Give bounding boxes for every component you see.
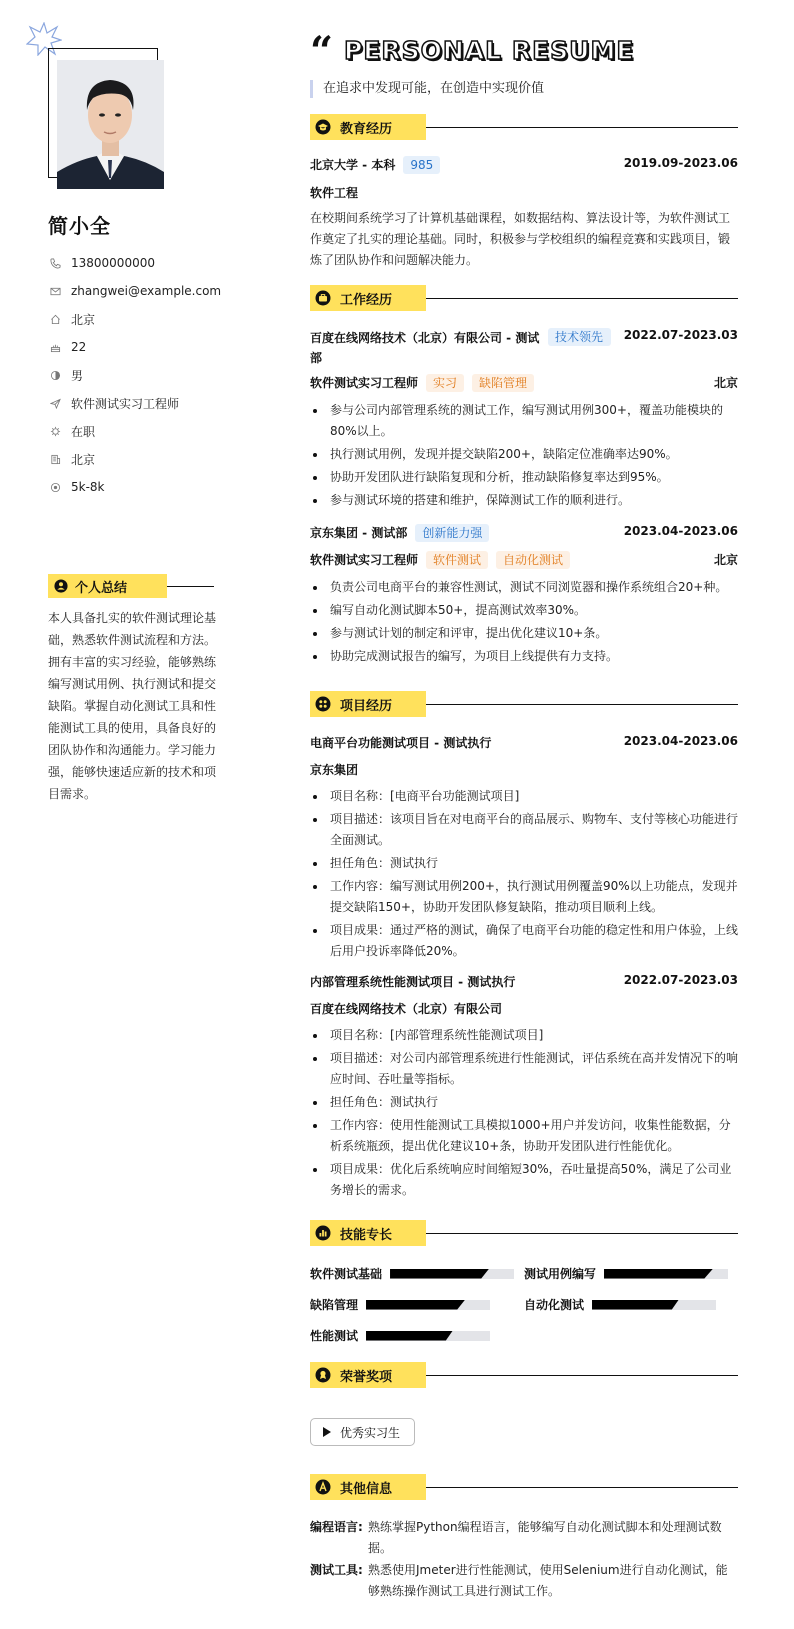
job-role-row	[310, 551, 738, 569]
list-item: 负责公司电商平台的兼容性测试，测试不同浏览器和操作系统组合20+种。	[310, 577, 738, 598]
education-major: 软件工程	[310, 186, 359, 200]
list-item: 工作内容：使用性能测试工具模拟1000+用户并发访问，收集性能数据，分析系统瓶颈，提出优化建议10+条，协助开发团队进行性能优化。	[310, 1115, 738, 1157]
project-name: 电商平台功能测试项目 - 测试执行	[310, 736, 492, 750]
job-tag: 软件测试	[426, 551, 488, 569]
job-city: 北京	[713, 553, 738, 567]
skill-bar-fill	[604, 1269, 713, 1279]
contact-gender: 男	[50, 361, 260, 389]
skill-bar	[592, 1300, 716, 1310]
project-org: 百度在线网络技术（北京）有限公司	[310, 1002, 503, 1016]
other-info-key: 编程语言:	[310, 1520, 363, 1534]
page-title: PERSONAL RESUME	[344, 36, 635, 65]
contact-salary: 5k-8k	[50, 473, 260, 501]
school-name: 北京大学 - 本科	[310, 158, 396, 172]
list-item: 工作内容：编写测试用例200+，执行测试用例覆盖90%以上功能点，发现并提交缺陷150+，协助开发团队修复缺陷，推动项目顺利上线。	[310, 876, 738, 918]
education-section-header: 教育经历	[310, 114, 738, 140]
other-info-value: 熟练掌握Python编程语言，能够编写自动化测试脚本和处理测试数据。	[368, 1520, 722, 1555]
list-item: 项目描述：对公司内部管理系统进行性能测试，评估系统在高并发情况下的响应时间、吞吐量等指标。	[310, 1048, 738, 1090]
project-name: 内部管理系统性能测试项目 - 测试执行	[310, 975, 516, 989]
skill-bar	[366, 1300, 490, 1310]
other-info-row	[310, 1560, 738, 1602]
gender-icon	[50, 370, 61, 381]
list-item: 项目描述：该项目旨在对电商平台的商品展示、购物车、支付等核心功能进行全面测试。	[310, 809, 738, 851]
list-item: 参与公司内部管理系统的测试工作，编写测试用例300+，覆盖功能模块的80%以上。	[310, 400, 738, 442]
bar-chart-icon	[315, 1225, 331, 1241]
list-item: 项目名称：[内部管理系统性能测试项目]	[310, 1025, 738, 1046]
contact-position: 软件测试实习工程师	[50, 389, 260, 417]
list-item: 协助开发团队进行缺陷复现和分析，推动缺陷修复率达到95%。	[310, 467, 738, 488]
cake-icon	[50, 342, 61, 353]
other-info-key: 测试工具:	[310, 1563, 363, 1577]
list-item: 担任角色：测试执行	[310, 853, 738, 874]
contact-home: 北京	[50, 305, 260, 333]
contact-status: 在职	[50, 417, 260, 445]
graduation-cap-icon	[315, 119, 331, 135]
project-header-row	[310, 973, 738, 990]
job-duties	[310, 400, 738, 513]
avatar-photo	[57, 60, 164, 189]
other-info-value: 熟悉使用Jmeter进行性能测试，使用Selenium进行自动化测试，能够熟练操作测试工具进行测试工作。	[368, 1563, 728, 1598]
list-item: 协助完成测试报告的编写，为项目上线提供有力支持。	[310, 646, 738, 667]
skill-bar-fill	[366, 1331, 453, 1341]
slogan: 在追求中发现可能，在创造中实现价值	[310, 80, 544, 98]
list-item: 执行测试用例，发现并提交缺陷200+，缺陷定位准确率达90%。	[310, 444, 738, 465]
contact-phone: 13800000000	[50, 249, 260, 277]
skill-name: 自动化测试	[524, 1298, 585, 1312]
status-icon	[50, 426, 61, 437]
job-company: 京东集团 - 测试部	[310, 526, 408, 540]
project-details	[310, 1025, 738, 1203]
phone-icon	[50, 258, 61, 269]
skill-bar-fill	[366, 1300, 465, 1310]
user-icon	[54, 579, 68, 593]
project-header-row	[310, 734, 738, 751]
list-item: 项目成果：通过严格的测试，确保了电商平台功能的稳定性和用户体验，上线后用户投诉率降低20%。	[310, 920, 738, 962]
education-desc: 在校期间系统学习了计算机基础课程，如数据结构、算法设计等，为软件测试工作奠定了扎实的理论基础。同时，积极参与学校组织的编程竞赛和实践项目，锻炼了团队协作和问题解决能力。	[310, 211, 731, 267]
work-section-header: 工作经历	[310, 285, 738, 311]
summary-section-header: 个人总结	[48, 574, 214, 598]
home-icon	[50, 314, 61, 325]
skill-item	[524, 1265, 728, 1282]
salary-icon	[50, 482, 61, 493]
job-role: 软件测试实习工程师	[310, 553, 419, 567]
play-icon	[323, 1427, 331, 1437]
building-icon	[50, 454, 61, 465]
project-date: 2023.04-2023.06	[623, 734, 738, 748]
education-date: 2019.09-2023.06	[623, 156, 738, 170]
skill-item	[310, 1296, 490, 1313]
other-info-row	[310, 1517, 738, 1559]
job-badge: 技术领先	[548, 328, 611, 346]
job-role: 软件测试实习工程师	[310, 376, 419, 390]
job-city: 北京	[713, 376, 738, 390]
awards-section-header: 荣誉奖项	[310, 1362, 738, 1388]
award-item: 优秀实习生	[310, 1418, 415, 1446]
skill-bar	[604, 1269, 728, 1279]
project-details	[310, 786, 738, 964]
skill-item	[310, 1327, 490, 1344]
project-org: 京东集团	[310, 763, 359, 777]
project-date: 2022.07-2023.03	[623, 973, 738, 987]
job-duties	[310, 577, 738, 669]
contact-city: 北京	[50, 445, 260, 473]
skill-name: 软件测试基础	[310, 1267, 383, 1281]
briefcase-icon	[315, 290, 331, 306]
contact-age: 22	[50, 333, 260, 361]
skill-item	[524, 1296, 716, 1313]
list-item: 项目成果：优化后系统响应时间缩短30%，吞吐量提高50%，满足了公司业务增长的需求。	[310, 1159, 738, 1201]
quote-mark: “	[310, 28, 334, 75]
school-badge: 985	[403, 156, 440, 174]
skill-name: 缺陷管理	[310, 1298, 359, 1312]
skill-bar-fill	[390, 1269, 489, 1279]
contact-list	[50, 249, 260, 501]
job-company: 百度在线网络技术（北京）有限公司 - 测试部	[310, 331, 540, 365]
list-item: 编写自动化测试脚本50+，提高测试效率30%。	[310, 600, 738, 621]
skill-bar	[366, 1331, 490, 1341]
other-section-header: 其他信息	[310, 1474, 738, 1500]
job-date: 2023.04-2023.06	[623, 524, 738, 538]
skill-item	[310, 1265, 514, 1282]
list-item: 参与测试计划的制定和评审，提出优化建议10+条。	[310, 623, 738, 644]
award-icon	[315, 1367, 331, 1383]
translate-icon	[315, 1479, 331, 1495]
job-tag: 自动化测试	[496, 551, 570, 569]
list-item: 参与测试环境的搭建和维护，保障测试工作的顺利进行。	[310, 490, 738, 511]
skill-name: 测试用例编写	[524, 1267, 597, 1281]
job-tag: 缺陷管理	[472, 374, 534, 392]
skill-bar-fill	[592, 1300, 679, 1310]
job-date: 2022.07-2023.03	[623, 328, 738, 342]
mail-icon	[50, 286, 61, 297]
list-item: 担任角色：测试执行	[310, 1092, 738, 1113]
job-header-row	[310, 524, 738, 542]
job-role-row	[310, 374, 738, 392]
list-item: 项目名称：[电商平台功能测试项目]	[310, 786, 738, 807]
person-name: 简小全	[48, 214, 111, 238]
summary-text: 本人具备扎实的软件测试理论基础，熟悉软件测试流程和方法。拥有丰富的实习经验，能够熟练编写测试用例、执行测试和提交缺陷。掌握自动化测试工具和性能测试工具的使用，具备良好的团队协作和沟通能力。学习能力强，能够快速适应新的技术和项目需求。	[48, 611, 217, 801]
education-header-row	[310, 156, 738, 174]
skill-bar	[390, 1269, 514, 1279]
projects-section-header: 项目经历	[310, 691, 738, 717]
job-tag: 实习	[426, 374, 464, 392]
send-icon	[50, 398, 61, 409]
skills-section-header: 技能专长	[310, 1220, 738, 1246]
job-header-row	[310, 328, 738, 368]
grid-icon	[315, 696, 331, 712]
job-badge: 创新能力强	[415, 524, 489, 542]
skill-name: 性能测试	[310, 1329, 359, 1343]
contact-email: zhangwei@example.com	[50, 277, 260, 305]
